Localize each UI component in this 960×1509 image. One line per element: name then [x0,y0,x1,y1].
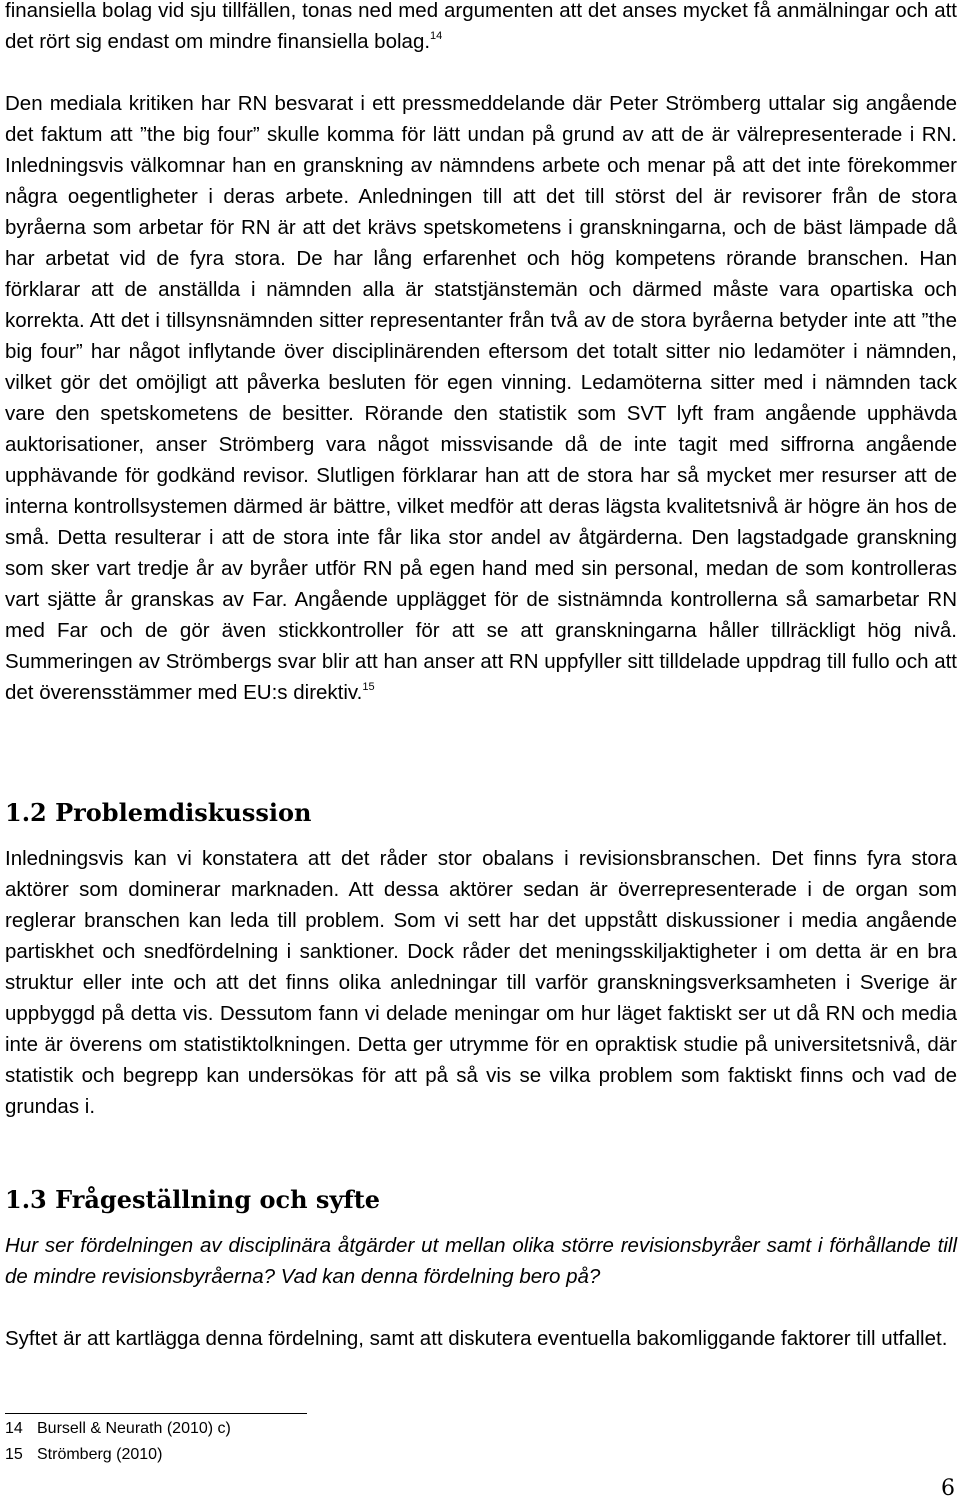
footnote-ref-15: 15 [362,681,375,693]
footnote-number: 14 [5,1420,23,1437]
purpose-paragraph: Syftet är att kartlägga denna fördelning, samt att diskutera eventuella bakomliggande faktorer till utfallet. [5,1327,948,1350]
footnote-number: 15 [5,1446,23,1463]
footnote-separator [5,1413,307,1414]
kritik-paragraph [5,88,957,708]
intro-paragraph [5,0,957,57]
intro-text: finansiella bolag vid sju tillfällen, tonas ned med argumenten att det anses mycket få anmälningar och att det rört sig endast om mindre finansiella bolag. [5,0,957,53]
footnote-ref-14: 14 [430,30,443,42]
kritik-text: Den mediala kritiken har RN besvarat i ett pressmeddelande där Peter Strömberg uttalar sig angående det faktum att ”the big four” skulle komma för lätt undan på grund av att de är välrepresenterade i RN. Inledningsvis välkomnar han en granskning av nämndens arbete och menar på att det inte förekommer några oegentligheter i deras arbete. Anledningen till att det till störst del är revisorer från de stora byråerna som arbetar för RN är att det krävs spetskometens i granskningarna, och de bäst lämpade då har arbetat vid de fyra stora. De har lång erfarenhet och hög kompetens rörande branschen. Han förklarar att de anställda i nämnden alla är statstjänstemän och därmed måste vara opartiska och korrekta. Att det i tillsynsnämnden sitter representanter från två av de stora byråerna betyder inte att ”the big four” har något inflytande över disciplinärenden eftersom det totalt sitter nio ledamöter i nämnden, vilket gör det omöjligt att påverka besluten för egen vinning. Ledamöterna sitter med i nämnden tack vare den spetskometens de besitter. Rörande den statistik som SVT lyft fram angående upphävda auktorisationer, anser Strömberg vara något missvisande då de inte tagit med siffrorna angående upphävande för godkänd revisor. Slutligen förklarar han att de stora har så mycket mer resurser att de interna kontrollsystemen därmed är bättre, vilket medför att deras lägsta kvalitetsnivå är högre än hos de små. Detta resulterar i att de stora inte får lika stor andel av åtgärderna. Den lagstadgade granskning som sker vart tredje år av byråer utför RN på egen hand med sin personal, medan de som kontrolleras vart sjätte år granskas av Far. Angående upplägget för de sistnämnda kontrollerna så samarbetar RN med Far och de gör även stickkontroller för att se att granskningarna håller tillräckligt hög nivå. Summeringen av Strömbergs svar blir att han anser att RN uppfyller sitt tilldelade uppdrag till fullo och att det överensstämmer med EU:s direktiv. [5,92,957,704]
document-page [5,0,957,1509]
footnote-text: Strömberg (2010) [37,1446,163,1463]
page-number: 6 [941,1476,955,1501]
problemdiskussion-paragraph: Inledningsvis kan vi konstatera att det råder stor obalans i revisionsbranschen. Det finns fyra stora aktörer som dominerar marknaden. Att dessa aktörer sedan är överrepresenterade i de organ som reglerar branschen kan leda till problem. Som vi sett har det uppstått diskussioner i media angående partiskhet och snedfördelning i sanktioner. Dock råder det meningsskiljaktigheter i om detta är en bra struktur eller inte och att det finns olika anledningar till varför granskningsverksamheten i Sverige är uppbyggd på detta vis. Dessutom fann vi delade meningar om hur läget faktiskt ser ut då RN och media inte är överens om statistiktolkningen. Detta ger utrymme för en opraktisk studie på universitetsnivå, där statistik och begrepp kan undersökas för att på så vis se vilka problem som faktiskt finns och vad de grundas i. [5,847,957,1118]
research-question-paragraph: Hur ser fördelningen av disciplinära åtgärder ut mellan olika större revisionsbyråer samt i förhållande till de mindre revisionsbyråerna? Vad kan denna fördelning bero på? [5,1234,957,1288]
footnote-14 [5,1419,231,1439]
footnote-15 [5,1445,162,1465]
section-heading-problemdiskussion: 1.2 Problemdiskussion [5,798,312,827]
footnote-text: Bursell & Neurath (2010) c) [37,1420,231,1437]
section-heading-fragestallning: 1.3 Frågeställning och syfte [5,1185,381,1214]
